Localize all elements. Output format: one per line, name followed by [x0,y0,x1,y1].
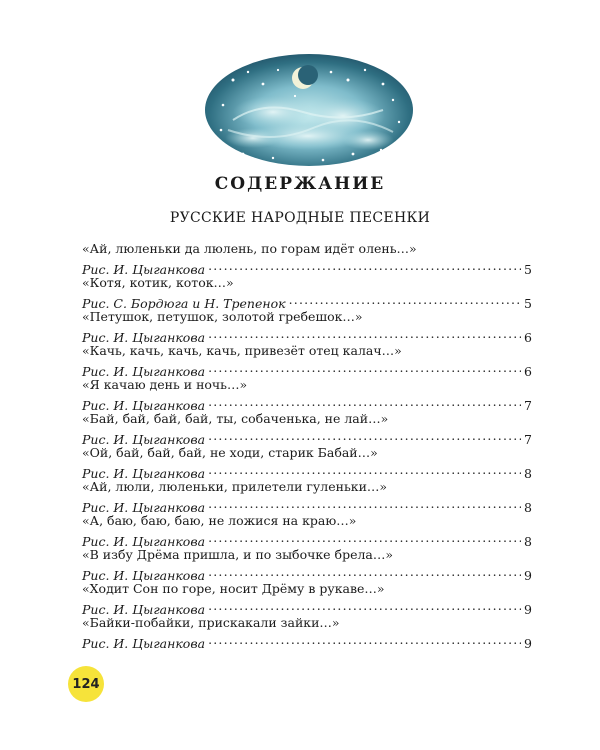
song-title: «Петушок, петушок, золотой гребешок…» [82,309,363,324]
song-title: «Качь, качь, качь, качь, привезёт отец калач…» [82,343,402,358]
page-number: 7 [524,398,532,413]
page-title: СОДЕРЖАНИЕ [214,174,386,194]
dot-leader [208,495,521,512]
illustrator-credit: Рис. И. Цыганкова [82,330,206,345]
illustrator-credit: Рис. И. Цыганкова [82,568,206,583]
toc-entry [82,342,532,379]
page-number: 6 [524,364,532,379]
toc-entry [82,546,532,583]
illustrator-credit-row [82,495,532,515]
toc-entry [82,444,532,481]
page-number: 8 [524,500,532,515]
song-title: «Ай, люленьки да люлень, по горам идёт олень…» [82,241,417,256]
section-heading: РУССКИЕ НАРОДНЫЕ ПЕСЕНКИ [169,210,431,226]
toc-entry [82,308,532,345]
illustrator-credit-row [82,325,532,345]
toc-entry [82,410,532,447]
illustrator-credit-row [82,427,532,447]
dot-leader [208,393,521,410]
dot-leader [208,257,521,274]
song-title: «Котя, котик, коток…» [82,275,234,290]
page-number: 5 [524,296,532,311]
illustrator-credit: Рис. И. Цыганкова [82,364,206,379]
dot-leader [208,427,521,444]
dot-leader [208,359,521,376]
illustrator-credit: Рис. С. Бордюга и Н. Трепенок [82,296,286,311]
dot-leader [208,631,521,648]
illustrator-credit-row [82,597,532,617]
song-title: «Байки-побайки, прискакали зайки…» [82,615,340,630]
illustrator-credit: Рис. И. Цыганкова [82,534,206,549]
toc-entry [82,240,532,277]
table-of-contents [82,240,532,651]
song-title: «Ой, бай, бай, бай, не ходи, старик Бабай…» [82,445,378,460]
song-title: «В избу Дрёма пришла, и по зыбочке брела…» [82,547,394,562]
page-number: 5 [524,262,532,277]
page-number: 7 [524,432,532,447]
dot-leader [208,461,521,478]
illustrator-credit-row [82,563,532,583]
illustrator-credit: Рис. И. Цыганкова [82,602,206,617]
page-number-badge: 124 [68,666,104,702]
illustrator-credit-row [82,461,532,481]
dot-leader [208,597,521,614]
song-title: «Я качаю день и ночь…» [82,377,248,392]
page-number: 9 [524,568,532,583]
dot-leader [289,291,521,308]
page-number: 8 [524,534,532,549]
illustrator-credit-row [82,393,532,413]
illustrator-credit-row [82,291,532,311]
illustrator-credit-row [82,529,532,549]
moon-icon [203,50,415,170]
illustrator-credit: Рис. И. Цыганкова [82,432,206,447]
toc-entry [82,478,532,515]
illustrator-credit-row [82,631,532,651]
toc-entry [82,376,532,413]
toc-entry [82,512,532,549]
song-title: «Ходит Сон по горе, носит Дрёму в рукаве…» [82,581,385,596]
song-title: «А, баю, баю, баю, не ложися на краю…» [82,513,357,528]
illustrator-credit-row [82,257,532,277]
song-title: «Ай, люли, люленьки, прилетели гуленьки…» [82,479,388,494]
page-number: 9 [524,602,532,617]
song-title: «Бай, бай, бай, бай, ты, собаченька, не лай…» [82,411,389,426]
toc-entry [82,614,532,651]
page-number: 8 [524,466,532,481]
dot-leader [208,529,521,546]
toc-entry [82,580,532,617]
illustrator-credit: Рис. И. Цыганкова [82,636,206,651]
page-number: 9 [524,636,532,651]
toc-entry [82,274,532,311]
dot-leader [208,325,521,342]
illustrator-credit: Рис. И. Цыганкова [82,262,206,277]
illustrator-credit: Рис. И. Цыганкова [82,466,206,481]
illustrator-credit-row [82,359,532,379]
dot-leader [208,563,521,580]
illustrator-credit: Рис. И. Цыганкова [82,398,206,413]
page-number: 6 [524,330,532,345]
illustrator-credit: Рис. И. Цыганкова [82,500,206,515]
night-sky-illustration [203,50,415,170]
